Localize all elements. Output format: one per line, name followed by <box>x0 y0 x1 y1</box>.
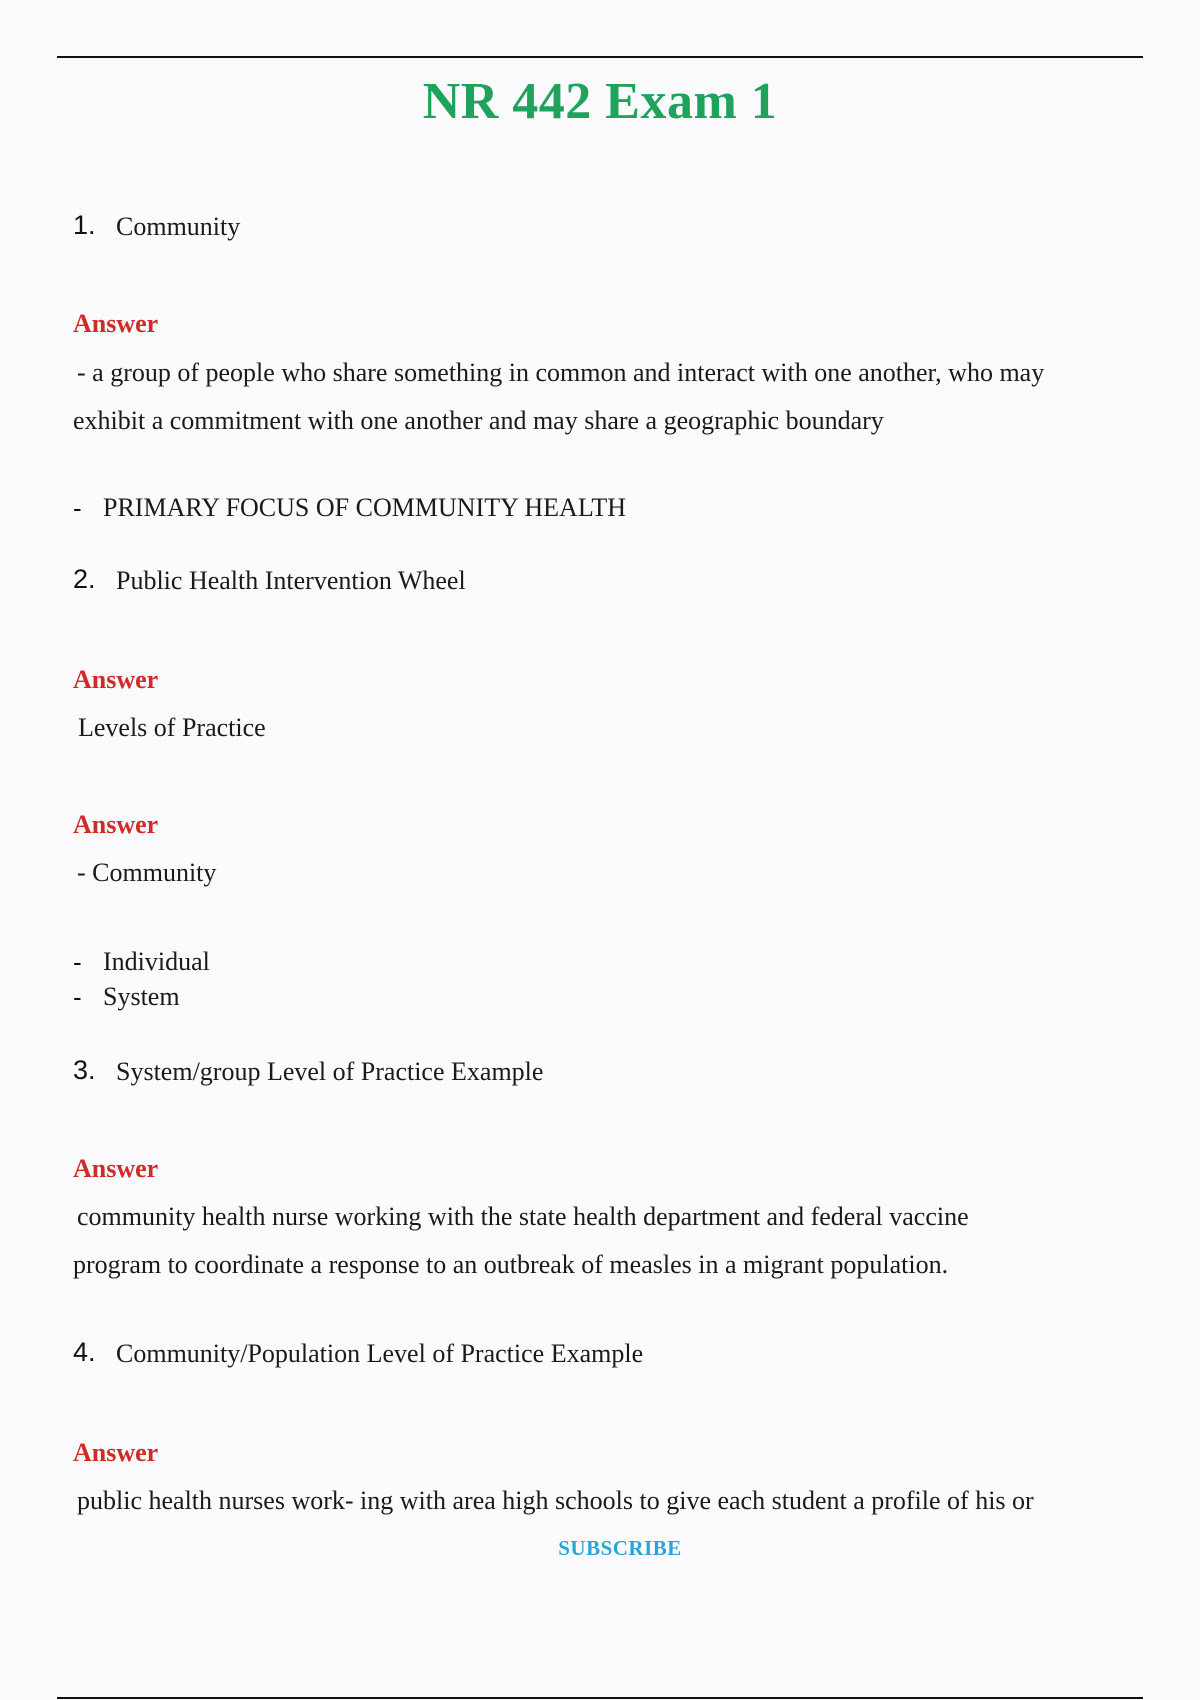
bottom-divider <box>57 1697 1143 1699</box>
answer-label: Answer <box>73 665 159 694</box>
answer-label: Answer <box>73 1438 159 1467</box>
answer-1-line-1: - a group of people who share something in common and interact with one another, who may <box>77 358 1045 387</box>
answer-label: Answer <box>73 810 159 839</box>
question-1-number: 1. <box>73 210 96 240</box>
answer-2-text: Levels of Practice <box>78 713 266 742</box>
question-3-number: 3. <box>73 1055 96 1085</box>
question-4-text: Community/Population Level of Practice Example <box>116 1339 644 1368</box>
answer-4-line-2: program to coordinate a response to an outbreak of measles in a migrant population. <box>73 1250 949 1279</box>
answer-1-line-2: exhibit a commitment with one another and may share a geographic boundary <box>73 406 884 435</box>
question-1-text: Community <box>116 212 241 241</box>
bullet-dash: - <box>73 982 82 1012</box>
answer-3-bullet-2: System <box>103 982 180 1011</box>
answer-5-line-1: public health nurses work- ing with area high schools to give each student a profile of his or <box>77 1486 1034 1515</box>
answer-label: Answer <box>73 309 159 338</box>
question-4-number: 4. <box>73 1337 96 1367</box>
question-2-text: Public Health Intervention Wheel <box>116 566 466 595</box>
question-3-text: System/group Level of Practice Example <box>116 1057 544 1086</box>
top-divider <box>57 56 1143 58</box>
subscribe-link[interactable]: SUBSCRIBE <box>558 1536 682 1560</box>
answer-label: Answer <box>73 1154 159 1183</box>
bullet-dash: - <box>73 493 82 523</box>
answer-4-line-1: community health nurse working with the state health department and federal vaccine <box>77 1202 969 1231</box>
bullet-dash: - <box>73 947 82 977</box>
document-title: NR 442 Exam 1 <box>422 73 778 130</box>
answer-3-bullet-1: Individual <box>103 947 210 976</box>
question-2-number: 2. <box>73 564 96 594</box>
answer-3-line-1: - Community <box>77 858 217 887</box>
answer-1-bullet: PRIMARY FOCUS OF COMMUNITY HEALTH <box>103 493 626 522</box>
